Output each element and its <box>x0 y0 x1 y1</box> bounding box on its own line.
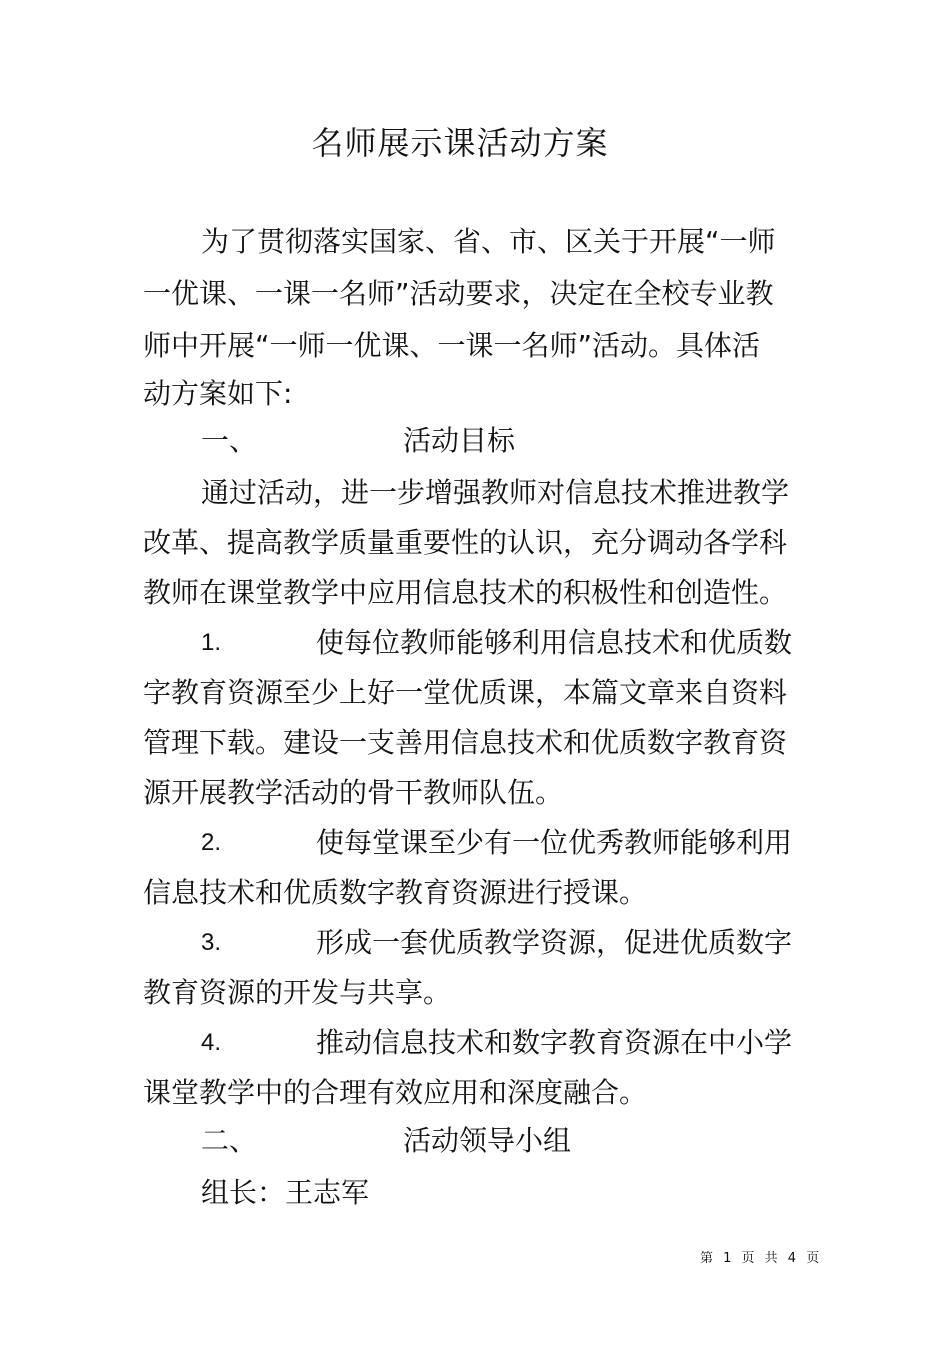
intro-line: 动方案如下: <box>143 377 293 410</box>
list-item-text: 课堂教学中的合理有效应用和深度融合。 <box>143 1076 648 1109</box>
section-heading: 活动目标 <box>403 424 516 457</box>
list-item-text: 管理下载。建设一支善用信息技术和优质数字教育资 <box>143 726 788 759</box>
leader-line: 组长：王志军 <box>201 1176 370 1209</box>
list-item-text: 推动信息技术和数字教育资源在中小学 <box>316 1026 793 1059</box>
section-number: 一、 <box>201 424 258 457</box>
list-item-text: 字教育资源至少上好一堂优质课，本篇文章来自资料 <box>143 676 788 709</box>
intro-line: 师中开展“一师一优课、一课一名师”活动。具体活 <box>143 329 761 362</box>
intro-line: 一优课、一课一名师”活动要求，决定在全校专业教 <box>143 277 774 310</box>
document-title: 名师展示课活动方案 <box>311 124 609 162</box>
body-line: 教师在课堂教学中应用信息技术的积极性和创造性。 <box>143 576 788 609</box>
body-line: 通过活动，进一步增强教师对信息技术推进教学 <box>201 476 790 509</box>
list-item-number: 3. <box>201 929 222 956</box>
list-item-number: 1. <box>201 629 222 656</box>
body-line: 改革、提高教学质量重要性的认识，充分调动各学科 <box>143 526 788 559</box>
list-item-text: 形成一套优质教学资源，促进优质数字 <box>316 926 793 959</box>
page-footer: 第 1 页 共 4 页 <box>700 1251 820 1266</box>
section-number: 二、 <box>201 1124 258 1157</box>
list-item-text: 教育资源的开发与共享。 <box>143 976 452 1009</box>
list-item-text: 使每堂课至少有一位优秀教师能够利用 <box>316 826 793 859</box>
section-heading: 活动领导小组 <box>403 1124 572 1157</box>
intro-line: 为了贯彻落实国家、省、市、区关于开展“一师 <box>201 225 776 258</box>
list-item-text: 源开展教学活动的骨干教师队伍。 <box>143 776 564 809</box>
list-item-number: 4. <box>201 1029 222 1056</box>
list-item-number: 2. <box>201 829 222 856</box>
list-item-text: 使每位教师能够利用信息技术和优质数 <box>316 626 793 659</box>
list-item-text: 信息技术和优质数字教育资源进行授课。 <box>143 876 648 909</box>
